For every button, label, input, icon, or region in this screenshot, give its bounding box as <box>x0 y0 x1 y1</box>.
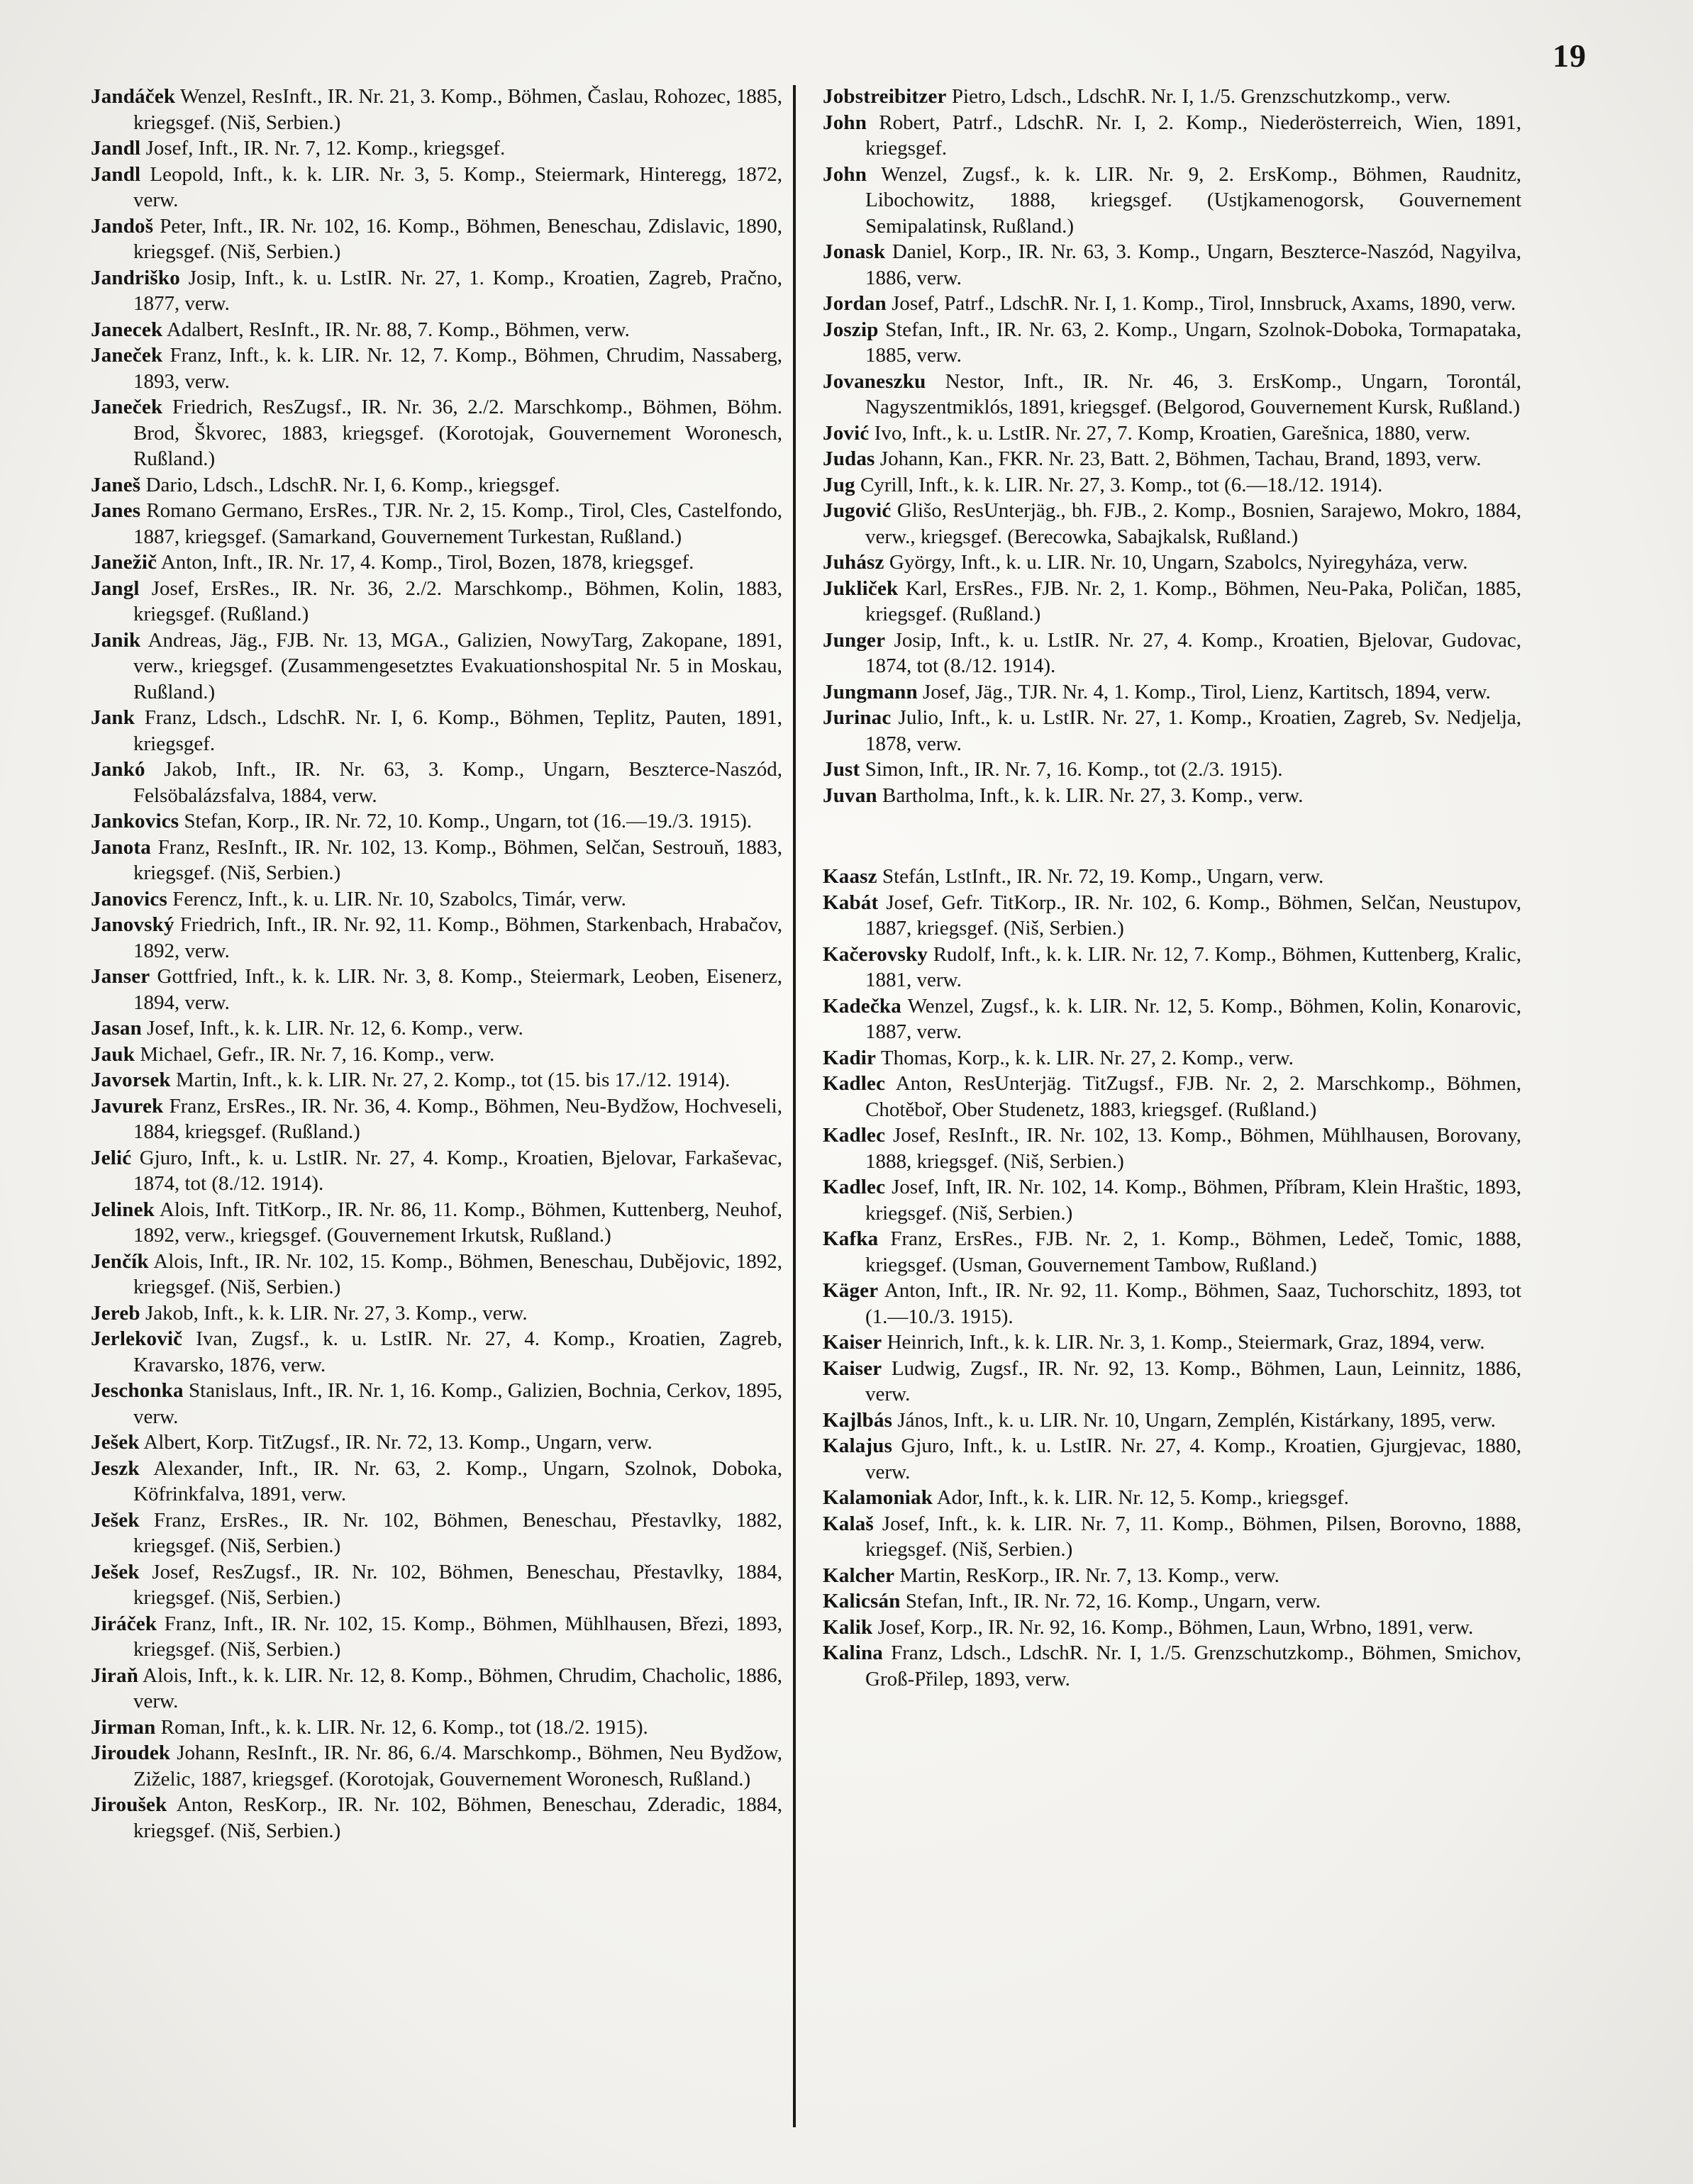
entry-surname: John <box>823 162 867 186</box>
register-entry <box>91 1015 782 1042</box>
entry-surname: Janovics <box>91 887 167 910</box>
entry-details: Glišo, ResUnterjäg., bh. FJB., 2. Komp., Bosnien, Sarajewo, Mokro, 1884, verw., kriegsgef. (Berecowka, Sabajkalsk, Rußland.) <box>865 499 1521 548</box>
entry-surname: Jurinac <box>823 706 892 729</box>
register-entry <box>91 1663 782 1715</box>
register-entry <box>823 498 1521 550</box>
entry-details: Johann, Kan., FKR. Nr. 23, Batt. 2, Böhmen, Tachau, Brand, 1893, verw. <box>875 447 1482 470</box>
entry-details: Martin, Inft., k. k. LIR. Nr. 27, 2. Komp., tot (15. bis 17./12. 1914). <box>170 1069 731 1091</box>
entry-surname: Jangl <box>91 576 140 600</box>
register-entry <box>823 1122 1521 1174</box>
entry-surname: Janota <box>91 835 151 859</box>
entry-details: Josip, Inft., k. u. LstIR. Nr. 27, 4. Komp., Kroatien, Bjelovar, Gudovac, 1874, tot (8./12. 1914). <box>865 628 1521 677</box>
entry-details: Michael, Gefr., IR. Nr. 7, 16. Komp., verw. <box>135 1042 495 1066</box>
entry-details: Cyrill, Inft., k. k. LIR. Nr. 27, 3. Komp., tot (6.—18./12. 1914). <box>855 473 1383 496</box>
entry-surname: Jug <box>823 473 855 496</box>
entry-surname: Joszip <box>823 318 879 341</box>
entry-surname: Just <box>823 758 860 781</box>
entry-details: György, Inft., k. u. LIR. Nr. 10, Ungarn, Szabolcs, Nyiregyháza, verw. <box>884 551 1468 574</box>
entry-surname: Käger <box>823 1279 879 1302</box>
entry-details: Daniel, Korp., IR. Nr. 63, 3. Komp., Ungarn, Beszterce-Naszód, Nagyilva, 1886, verw. <box>865 240 1521 289</box>
entry-surname: Judas <box>823 447 875 470</box>
register-entry <box>823 1433 1521 1485</box>
right-column <box>823 84 1521 1692</box>
entry-details: Alois, Inft. TitKorp., IR. Nr. 86, 11. Komp., Böhmen, Kuttenberg, Neuhof, 1892, verw., kriegsgef. (Gouvernement Irkutsk, Rußland.) <box>133 1198 782 1247</box>
entry-details: Jakob, Inft., IR. Nr. 63, 3. Komp., Ungarn, Beszterce-Naszód, Felsöbalázsfalva, 1884, verw. <box>133 758 782 807</box>
entry-surname: Jank <box>91 706 135 729</box>
entry-details: Anton, ResUnterjäg. TitZugsf., FJB. Nr. 2, 2. Marschkomp., Böhmen, Chotěboř, Ober Studenetz, 1883, kriegsgef. (Rußland.) <box>865 1072 1521 1121</box>
register-entry <box>91 835 782 886</box>
register-entry <box>823 864 1521 890</box>
register-entry <box>91 628 782 706</box>
register-entry <box>823 1045 1521 1071</box>
entry-surname: Jobstreibitzer <box>823 85 947 108</box>
entry-details: Josef, Inft., IR. Nr. 7, 12. Komp., kriegsgef. <box>140 137 506 160</box>
register-entry <box>823 1071 1521 1122</box>
register-entry <box>91 1093 782 1145</box>
entry-details: Heinrich, Inft., k. k. LIR. Nr. 3, 1. Komp., Steiermark, Graz, 1894, verw. <box>882 1331 1485 1354</box>
register-entry <box>91 1197 782 1249</box>
entry-surname: Janeček <box>91 344 163 367</box>
entry-surname: Jovaneszku <box>823 369 926 393</box>
entry-surname: Janser <box>91 965 150 988</box>
entry-surname: Kalik <box>823 1615 873 1639</box>
register-entry <box>91 1067 782 1093</box>
entry-surname: Kafka <box>823 1227 879 1250</box>
register-entry <box>91 576 782 628</box>
entry-surname: Jiraň <box>91 1664 139 1687</box>
register-entry <box>823 472 1521 498</box>
entry-surname: Jiráček <box>91 1612 157 1635</box>
entry-surname: Ješek <box>91 1431 140 1454</box>
entry-surname: Jelinek <box>91 1198 155 1221</box>
register-entry <box>91 1249 782 1300</box>
entry-surname: Kalcher <box>823 1564 895 1587</box>
entry-details: Josef, ResInft., IR. Nr. 102, 13. Komp., Böhmen, Mühlhausen, Borovany, 1888, kriegsgef. (Niš, Serbien.) <box>865 1124 1521 1173</box>
entry-surname: Jeszk <box>91 1456 140 1480</box>
entry-details: Roman, Inft., k. k. LIR. Nr. 12, 6. Komp., tot (18./2. 1915). <box>155 1715 648 1739</box>
entry-details: Franz, ErsRes., FJB. Nr. 2, 1. Komp., Böhmen, Ledeč, Tomic, 1888, kriegsgef. (Usman, Gouvernement Tambow, Rußland.) <box>865 1227 1521 1276</box>
register-entry <box>823 1330 1521 1356</box>
section-gap <box>823 808 1521 864</box>
entry-surname: Juhász <box>823 551 884 574</box>
register-entry <box>91 162 782 213</box>
entry-details: Martin, ResKorp., IR. Nr. 7, 13. Komp., verw. <box>894 1564 1280 1587</box>
register-entry <box>823 239 1521 291</box>
register-entry <box>823 705 1521 757</box>
register-entry <box>91 342 782 394</box>
register-entry <box>91 1300 782 1327</box>
entry-surname: Jeschonka <box>91 1379 184 1402</box>
entry-details: Franz, ResInft., IR. Nr. 102, 13. Komp., Böhmen, Selčan, Sestrouň, 1883, kriegsgef. (Niš, Serbien.) <box>133 835 782 884</box>
entry-surname: Jirman <box>91 1715 156 1739</box>
entry-details: Franz, ErsRes., IR. Nr. 36, 4. Komp., Böhmen, Neu-Bydžow, Hochveseli, 1884, kriegsgef. (Rußland.) <box>133 1094 782 1143</box>
page-number: 19 <box>1553 38 1587 74</box>
entry-details: Josef, ErsRes., IR. Nr. 36, 2./2. Marschkomp., Böhmen, Kolin, 1883, kriegsgef. (Rußland.) <box>133 576 782 625</box>
register-entry <box>823 1408 1521 1434</box>
register-entry <box>91 472 782 498</box>
entry-details: Franz, Ldsch., LdschR. Nr. I, 1./5. Grenzschutzkomp., Böhmen, Smichov, Groß-Přilep, 1893, verw. <box>865 1642 1521 1690</box>
register-entry <box>823 84 1521 110</box>
entry-surname: Jereb <box>91 1301 140 1325</box>
register-entry <box>823 679 1521 706</box>
entry-surname: Janežič <box>91 551 157 574</box>
entry-details: Thomas, Korp., k. k. LIR. Nr. 27, 2. Komp., verw. <box>876 1046 1294 1069</box>
entry-details: Nestor, Inft., IR. Nr. 46, 3. ErsKomp., Ungarn, Torontál, Nagyszentmiklós, 1891, kriegsgef. (Belgorod, Gouvernement Kursk, Rußland.) <box>865 369 1521 418</box>
register-entry <box>91 757 782 808</box>
entry-details: Stefan, Inft., IR. Nr. 63, 2. Komp., Ungarn, Szolnok-Doboka, Tormapataka, 1885, verw. <box>865 318 1521 367</box>
entry-details: Anton, ResKorp., IR. Nr. 102, Böhmen, Beneschau, Zderadic, 1884, kriegsgef. (Niš, Serbien.) <box>133 1793 782 1842</box>
entry-details: Josip, Inft., k. u. LstIR. Nr. 27, 1. Komp., Kroatien, Zagreb, Pračno, 1877, verw. <box>133 266 782 315</box>
right-column-j-entries <box>823 84 1521 808</box>
entry-surname: Jandoš <box>91 214 154 238</box>
register-entry <box>823 446 1521 472</box>
register-entry <box>823 1511 1521 1563</box>
entry-surname: Javurek <box>91 1094 164 1118</box>
entry-surname: Kadlec <box>823 1072 886 1095</box>
entry-details: Alois, Inft., k. k. LIR. Nr. 12, 8. Komp., Böhmen, Chrudim, Chacholic, 1886, verw. <box>133 1664 782 1712</box>
entry-surname: Ješek <box>91 1508 140 1532</box>
register-entry <box>91 1611 782 1663</box>
register-entry <box>91 394 782 472</box>
entry-details: Ivan, Zugsf., k. u. LstIR. Nr. 27, 4. Komp., Kroatien, Zagreb, Kravarsko, 1876, verw. <box>133 1327 782 1376</box>
entry-details: Alexander, Inft., IR. Nr. 63, 2. Komp., Ungarn, Szolnok, Doboka, Köfrinkfalva, 1891, verw. <box>133 1456 782 1505</box>
entry-details: Josef, Korp., IR. Nr. 92, 16. Komp., Böhmen, Laun, Wrbno, 1891, verw. <box>872 1615 1474 1639</box>
register-entry <box>823 576 1521 628</box>
register-entry <box>91 1326 782 1378</box>
entry-surname: Jandl <box>91 162 141 186</box>
entry-details: Stefán, LstInft., IR. Nr. 72, 19. Komp., Ungarn, verw. <box>877 865 1324 888</box>
entry-details: Franz, Ldsch., LdschR. Nr. I, 6. Komp., Böhmen, Teplitz, Pauten, 1891, kriegsgef. <box>133 706 782 755</box>
entry-surname: Jović <box>823 421 870 445</box>
entry-surname: Jugović <box>823 499 892 522</box>
register-entry <box>823 628 1521 679</box>
register-entry <box>91 808 782 835</box>
entry-details: Josef, Patrf., LdschR. Nr. I, 1. Komp., Tirol, Innsbruck, Axams, 1890, verw. <box>886 292 1516 315</box>
entry-details: Romano Germano, ErsRes., TJR. Nr. 2, 15. Komp., Tirol, Cles, Castelfondo, 1887, kriegsgef. (Samarkand, Gouvernement Turkestan, Rußland.) <box>133 499 782 548</box>
entry-details: Stefan, Korp., IR. Nr. 72, 10. Komp., Ungarn, tot (16.—19./3. 1915). <box>179 810 753 832</box>
register-entry <box>823 317 1521 369</box>
entry-details: Karl, ErsRes., FJB. Nr. 2, 1. Komp., Böhmen, Neu-Paka, Poličan, 1885, kriegsgef. (Rußland.) <box>865 576 1521 625</box>
entry-details: Dario, Ldsch., LdschR. Nr. I, 6. Komp., kriegsgef. <box>140 473 560 496</box>
entry-details: Josef, Gefr. TitKorp., IR. Nr. 102, 6. Komp., Böhmen, Selčan, Neustupov, 1887, kriegsgef. (Niš, Serbien.) <box>865 891 1521 940</box>
entry-details: Josef, Inft., k. k. LIR. Nr. 7, 11. Komp., Böhmen, Pilsen, Borovno, 1888, kriegsgef. (Niš, Serbien.) <box>865 1512 1521 1561</box>
register-entry <box>823 783 1521 809</box>
entry-details: Friedrich, Inft., IR. Nr. 92, 11. Komp., Böhmen, Starkenbach, Hrabačov, 1892, verw. <box>133 913 782 962</box>
entry-surname: Kačerovsky <box>823 942 928 966</box>
entry-details: Gjuro, Inft., k. u. LstIR. Nr. 27, 4. Komp., Kroatien, Bjelovar, Farkaševac, 1874, tot (8./12. 1914). <box>131 1146 782 1195</box>
entry-details: Josef, Inft., k. k. LIR. Nr. 12, 6. Komp., verw. <box>141 1017 523 1040</box>
register-entry <box>91 1378 782 1430</box>
entry-surname: Janeš <box>91 473 141 496</box>
register-entry <box>823 420 1521 447</box>
entry-details: Albert, Korp. TitZugsf., IR. Nr. 72, 13. Komp., Ungarn, verw. <box>139 1431 653 1454</box>
entry-surname: Jandriško <box>91 266 180 289</box>
register-entry <box>823 942 1521 993</box>
register-entry <box>823 162 1521 240</box>
entry-surname: Kajlbás <box>823 1408 893 1432</box>
entry-surname: Jiroušek <box>91 1793 167 1816</box>
register-entry <box>823 1615 1521 1641</box>
entry-surname: John <box>823 111 867 134</box>
entry-details: Gjuro, Inft., k. u. LstIR. Nr. 27, 4. Komp., Kroatien, Gjurgjevac, 1880, verw. <box>865 1434 1521 1483</box>
entry-details: Wenzel, Zugsf., k. k. LIR. Nr. 9, 2. ErsKomp., Böhmen, Raudnitz, Libochowitz, 1888, kriegsgef. (Ustjkamenogorsk, Gouvernement Semipalatinsk, Rußland.) <box>865 162 1521 238</box>
entry-surname: Janeček <box>91 396 163 418</box>
register-entry <box>91 1430 782 1456</box>
entry-surname: Jasan <box>91 1017 142 1040</box>
register-entry <box>91 1740 782 1792</box>
entry-surname: Javorsek <box>91 1069 171 1091</box>
register-entry <box>823 1278 1521 1330</box>
entry-surname: Kadečka <box>823 994 901 1018</box>
entry-surname: Jiroudek <box>91 1742 171 1764</box>
entry-details: Ivo, Inft., k. u. LstIR. Nr. 27, 7. Komp, Kroatien, Garešnica, 1880, verw. <box>869 421 1471 445</box>
entry-surname: Kadir <box>823 1046 877 1069</box>
register-entry <box>823 890 1521 942</box>
register-entry <box>91 498 782 550</box>
entry-details: Adalbert, ResInft., IR. Nr. 88, 7. Komp., Böhmen, verw. <box>162 318 630 341</box>
register-entry <box>91 135 782 162</box>
register-entry <box>91 1559 782 1611</box>
entry-details: Anton, Inft., IR. Nr. 92, 11. Komp., Böhmen, Saaz, Tuchorschitz, 1893, tot (1.—10./3. 1915). <box>865 1279 1521 1328</box>
entry-details: Ferencz, Inft., k. u. LIR. Nr. 10, Szabolcs, Timár, verw. <box>167 887 626 910</box>
entry-details: Gottfried, Inft., k. k. LIR. Nr. 3, 8. Komp., Steiermark, Leoben, Eisenerz, 1894, verw. <box>133 965 782 1014</box>
entry-surname: Kaiser <box>823 1331 882 1354</box>
entry-surname: Jenčík <box>91 1249 149 1273</box>
entry-surname: Kalamoniak <box>823 1486 933 1509</box>
entry-details: Friedrich, ResZugsf., IR. Nr. 36, 2./2. Marschkomp., Böhmen, Böhm. Brod, Škvorec, 1883, kriegsgef. (Korotojak, Gouvernement Woronesch, Rußland.) <box>133 396 782 470</box>
register-entry <box>91 705 782 757</box>
entry-details: Julio, Inft., k. u. LstIR. Nr. 27, 1. Komp., Kroatien, Zagreb, Sv. Nedjelja, 1878, verw. <box>865 706 1521 755</box>
entry-surname: Jauk <box>91 1042 135 1066</box>
left-column <box>91 84 782 1844</box>
entry-surname: Junger <box>823 628 886 652</box>
entry-details: Franz, ErsRes., IR. Nr. 102, Böhmen, Beneschau, Přestavlky, 1882, kriegsgef. (Niš, Serbien.) <box>133 1508 782 1557</box>
entry-surname: Jandáček <box>91 85 176 108</box>
entry-details: Alois, Inft., IR. Nr. 102, 15. Komp., Böhmen, Beneschau, Dubějovic, 1892, kriegsgef. (Niš, Serbien.) <box>133 1249 782 1298</box>
register-entry <box>91 1145 782 1197</box>
entry-details: Ador, Inft., k. k. LIR. Nr. 12, 5. Komp., kriegsgef. <box>933 1486 1349 1509</box>
entry-details: Johann, ResInft., IR. Nr. 86, 6./4. Marschkomp., Böhmen, Neu Bydžow, Ziželic, 1887, kriegsgef. (Korotojak, Gouvernement Woronesch, Rußland.) <box>133 1742 782 1790</box>
entry-surname: Kalaš <box>823 1512 874 1535</box>
entry-surname: Ješek <box>91 1560 140 1583</box>
entry-surname: Kaasz <box>823 865 877 888</box>
register-entry <box>91 1508 782 1559</box>
entry-surname: Jelić <box>91 1146 132 1169</box>
entry-details: Pietro, Ldsch., LdschR. Nr. I, 1./5. Grenzschutzkomp., verw. <box>946 85 1451 108</box>
entry-details: Anton, Inft., IR. Nr. 17, 4. Komp., Tirol, Bozen, 1878, kriegsgef. <box>157 551 694 574</box>
entry-surname: Jordan <box>823 292 887 315</box>
register-entry <box>91 1792 782 1844</box>
entry-details: Franz, Inft., k. k. LIR. Nr. 12, 7. Komp., Böhmen, Chrudim, Nassaberg, 1893, verw. <box>133 344 782 393</box>
entry-surname: Kaiser <box>823 1356 882 1380</box>
entry-surname: Juvan <box>823 784 877 807</box>
entry-details: Rudolf, Inft., k. k. LIR. Nr. 12, 7. Komp., Böhmen, Kuttenberg, Kralic, 1881, verw. <box>865 942 1521 991</box>
right-column-k-entries <box>823 864 1521 1692</box>
entry-details: Wenzel, Zugsf., k. k. LIR. Nr. 12, 5. Komp., Böhmen, Kolin, Konarovic, 1887, verw. <box>865 994 1521 1043</box>
register-entry <box>823 369 1521 420</box>
entry-details: Bartholma, Inft., k. k. LIR. Nr. 27, 3. Komp., verw. <box>877 784 1304 807</box>
entry-surname: Jukliček <box>823 576 899 600</box>
register-entry <box>823 1588 1521 1615</box>
register-entry <box>91 550 782 576</box>
register-entry <box>91 1456 782 1508</box>
register-entry <box>91 317 782 343</box>
register-entry <box>823 1485 1521 1511</box>
entry-surname: Jungmann <box>823 680 918 703</box>
entry-surname: Janovský <box>91 913 174 936</box>
entry-surname: Jonask <box>823 240 886 263</box>
register-entry <box>91 886 782 913</box>
register-entry <box>91 213 782 265</box>
entry-details: Ludwig, Zugsf., IR. Nr. 92, 13. Komp., Böhmen, Laun, Leinnitz, 1886, verw. <box>865 1356 1521 1405</box>
register-entry <box>823 110 1521 162</box>
entry-details: Andreas, Jäg., FJB. Nr. 13, MGA., Galizien, NowyTarg, Zakopane, 1891, verw., kriegsgef. (Zusammengesetztes Evakuationshospital Nr. 5 in Moskau, Rußland.) <box>133 628 782 703</box>
column-divider <box>793 85 796 2127</box>
register-entry <box>91 1715 782 1741</box>
register-entry <box>91 1042 782 1068</box>
entry-details: Peter, Inft., IR. Nr. 102, 16. Komp., Böhmen, Beneschau, Zdislavic, 1890, kriegsgef. (Niš, Serbien.) <box>133 214 782 263</box>
entry-surname: Kadlec <box>823 1176 886 1198</box>
register-entry <box>823 550 1521 576</box>
entry-surname: Kabát <box>823 891 879 914</box>
entry-surname: Jankó <box>91 758 145 781</box>
register-entry <box>823 1226 1521 1278</box>
entry-surname: Kalicsán <box>823 1590 901 1612</box>
register-entry <box>823 1174 1521 1226</box>
register-entry <box>823 757 1521 783</box>
register-entry <box>823 1563 1521 1589</box>
entry-details: Stefan, Inft., IR. Nr. 72, 16. Komp., Ungarn, verw. <box>900 1590 1321 1612</box>
entry-details: Josef, ResZugsf., IR. Nr. 102, Böhmen, Beneschau, Přestavlky, 1884, kriegsgef. (Niš, Serbien.) <box>133 1560 782 1609</box>
entry-surname: Janes <box>91 499 141 522</box>
entry-details: Robert, Patrf., LdschR. Nr. I, 2. Komp., Niederösterreich, Wien, 1891, kriegsgef. <box>865 111 1521 160</box>
register-entry <box>823 291 1521 317</box>
register-entry <box>91 265 782 317</box>
register-entry <box>823 1640 1521 1692</box>
entry-surname: Janecek <box>91 318 163 341</box>
register-entry <box>91 912 782 964</box>
entry-surname: Kalina <box>823 1642 883 1664</box>
register-entry <box>91 964 782 1015</box>
entry-details: Franz, Inft., IR. Nr. 102, 15. Komp., Böhmen, Mühlhausen, Březi, 1893, kriegsgef. (Niš, Serbien.) <box>133 1612 782 1661</box>
entry-surname: Janik <box>91 628 141 652</box>
entry-surname: Kadlec <box>823 1124 886 1147</box>
entry-details: Simon, Inft., IR. Nr. 7, 16. Komp., tot (2./3. 1915). <box>860 758 1283 781</box>
entry-details: Wenzel, ResInft., IR. Nr. 21, 3. Komp., Böhmen, Časlau, Rohozec, 1885, kriegsgef. (Niš, Serbien.) <box>133 85 782 134</box>
entry-surname: Jerlekovič <box>91 1327 183 1350</box>
entry-details: Josef, Inft, IR. Nr. 102, 14. Komp., Böhmen, Příbram, Klein Hraštic, 1893, kriegsgef. (Niš, Serbien.) <box>865 1176 1521 1225</box>
register-entry <box>823 993 1521 1045</box>
entry-details: János, Inft., k. u. LIR. Nr. 10, Ungarn, Zemplén, Kistárkany, 1895, verw. <box>892 1408 1496 1432</box>
entry-details: Jakob, Inft., k. k. LIR. Nr. 27, 3. Komp., verw. <box>140 1301 528 1325</box>
register-entry <box>823 1356 1521 1408</box>
register-entry <box>91 84 782 135</box>
entry-surname: Kalajus <box>823 1434 893 1457</box>
entry-surname: Jandl <box>91 137 141 160</box>
entry-details: Josef, Jäg., TJR. Nr. 4, 1. Komp., Tirol, Lienz, Kartitsch, 1894, verw. <box>917 680 1491 703</box>
entry-details: Leopold, Inft., k. k. LIR. Nr. 3, 5. Komp., Steiermark, Hinteregg, 1872, verw. <box>133 162 782 211</box>
entry-surname: Jankovics <box>91 810 179 832</box>
entry-details: Stanislaus, Inft., IR. Nr. 1, 16. Komp., Galizien, Bochnia, Cerkov, 1895, verw. <box>133 1379 782 1428</box>
